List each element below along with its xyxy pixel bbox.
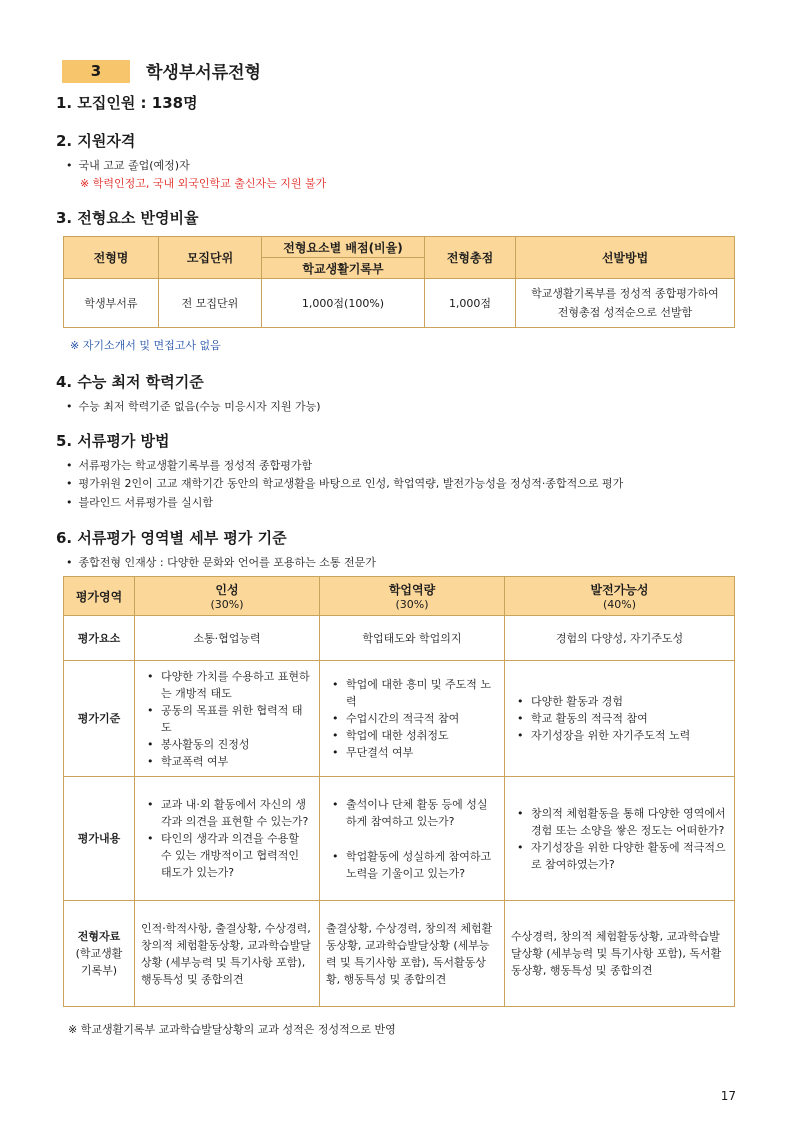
list-item: • 자기성장을 위한 다양한 활동에 적극적으로 참여하였는가? — [525, 839, 728, 873]
method-bullet-2: • 평가위원 2인이 고교 재학기간 동안의 학교생활을 바탕으로 인성, 학업역량, 발전가능성을 정성적·종합적으로 평가 — [66, 475, 623, 491]
td-method-line1: 학교생활기록부를 정성적 종합평가하여 — [531, 287, 719, 300]
page-number: 17 — [720, 1089, 736, 1103]
criteria-character — [135, 661, 320, 777]
content-academic — [320, 777, 505, 901]
td-type: 학생부서류 — [64, 279, 159, 328]
list-item: • 다양한 활동과 경험 — [525, 693, 728, 710]
element-academic: 학업태도와 학업의지 — [320, 616, 505, 661]
td-method — [516, 279, 735, 328]
row-content-label: 평가내용 — [64, 777, 135, 901]
docs-character: 인적·학적사항, 출결상황, 수상경력, 창의적 체험활동상황, 교과학습발달상황 (세부능력 및 특기사항 포함), 행동특성 및 종합의견 — [135, 901, 320, 1007]
docs-label-line2: (학교생활 — [75, 947, 123, 960]
element-character: 소통·협업능력 — [135, 616, 320, 661]
docs-academic: 출결상황, 수상경력, 창의적 체험활동상황, 교과학습발달상황 (세부능력 및 특기사항 포함), 독서활동상황, 행동특성 및 종합의견 — [320, 901, 505, 1007]
list-item: • 학업에 대한 흥미 및 주도적 노력 — [340, 676, 498, 710]
th-character-pct: (30%) — [210, 598, 244, 611]
th-academic-pct: (30%) — [395, 598, 429, 611]
th-unit: 모집단위 — [159, 237, 262, 279]
heading-criteria: 6. 서류평가 영역별 세부 평가 기준 — [56, 529, 287, 547]
th-area: 평가영역 — [64, 577, 135, 616]
list-item: • 봉사활동의 진정성 — [155, 736, 313, 753]
section-number-badge: 3 — [62, 60, 130, 83]
section-title: 학생부서류전형 — [146, 63, 261, 83]
qualification-note: ※ 학력인정고, 국내 외국인학교 출신자는 지원 불가 — [80, 177, 327, 190]
method-bullet-1: • 서류평가는 학교생활기록부를 정성적 종합평가함 — [66, 457, 312, 473]
heading-qualification: 2. 지원자격 — [56, 132, 136, 150]
th-potential-pct: (40%) — [602, 598, 637, 611]
row-docs-label — [64, 901, 135, 1007]
list-item: • 공동의 목표를 위한 협력적 태도 — [155, 702, 313, 736]
criteria-academic — [320, 661, 505, 777]
list-item: • 학업활동에 성실하게 참여하고 노력을 기울이고 있는가? — [340, 848, 498, 882]
th-type: 전형명 — [64, 237, 159, 279]
docs-potential: 수상경력, 창의적 체험활동상황, 교과학습발달상황 (세부능력 및 특기사항 포함), 독서활동상황, 행동특성 및 종합의견 — [505, 901, 735, 1007]
td-method-line2: 전형총점 성적순으로 선발함 — [557, 306, 693, 319]
element-potential: 경험의 다양성, 자기주도성 — [505, 616, 735, 661]
criteria-potential — [505, 661, 735, 777]
criteria-note: ※ 학교생활기록부 교과학습발달상황의 교과 성적은 정성적으로 반영 — [68, 1023, 396, 1036]
heading-method: 5. 서류평가 방법 — [56, 432, 170, 450]
td-unit: 전 모집단위 — [159, 279, 262, 328]
th-total: 전형총점 — [425, 237, 516, 279]
method-bullet-3: • 블라인드 서류평가를 실시함 — [66, 494, 213, 510]
ratio-note: ※ 자기소개서 및 면접고사 없음 — [70, 339, 221, 352]
qualification-bullet: • 국내 고교 졸업(예정)자 — [66, 157, 190, 173]
content-character — [135, 777, 320, 901]
csat-bullet: • 수능 최저 학력기준 없음(수능 미응시자 지원 가능) — [66, 398, 321, 414]
th-academic-name: 학업역량 — [388, 583, 436, 597]
th-character — [135, 577, 320, 616]
list-item: • 다양한 가치를 수용하고 표현하는 개방적 태도 — [155, 668, 313, 702]
th-record: 학교생활기록부 — [262, 258, 425, 279]
th-element: 전형요소별 배점(비율) — [262, 237, 425, 258]
ideal-bullet: • 종합전형 인재상 : 다양한 문화와 언어를 포용하는 소통 전문가 — [66, 554, 376, 570]
docs-label-line1: 전형자료 — [77, 930, 121, 943]
list-item: • 출석이나 단체 활동 등에 성실하게 참여하고 있는가? — [340, 796, 498, 830]
list-item: • 무단결석 여부 — [340, 744, 498, 761]
list-item: • 창의적 체험활동을 통해 다양한 영역에서 경험 또는 소양을 쌓은 정도는 어떠한가? — [525, 805, 728, 839]
list-item: • 학교 활동의 적극적 참여 — [525, 710, 728, 727]
td-score: 1,000점(100%) — [262, 279, 425, 328]
th-academic — [320, 577, 505, 616]
heading-quota: 1. 모집인원 : 138명 — [56, 94, 198, 112]
ratio-table — [63, 236, 735, 328]
th-potential-name: 발전가능성 — [590, 583, 649, 597]
list-item: • 자기성장을 위한 자기주도적 노력 — [525, 727, 728, 744]
th-character-name: 인성 — [215, 583, 239, 597]
content-potential — [505, 777, 735, 901]
th-method: 선발방법 — [516, 237, 735, 279]
list-item: • 수업시간의 적극적 참여 — [340, 710, 498, 727]
list-item: • 타인의 생각과 의견을 수용할 수 있는 개방적이고 협력적인 태도가 있는가? — [155, 830, 313, 881]
list-item: • 교과 내·외 활동에서 자신의 생각과 의견을 표현할 수 있는가? — [155, 796, 313, 830]
criteria-table — [63, 576, 735, 1007]
td-total: 1,000점 — [425, 279, 516, 328]
list-item: • 학교폭력 여부 — [155, 753, 313, 770]
row-element-label: 평가요소 — [64, 616, 135, 661]
heading-ratio: 3. 전형요소 반영비율 — [56, 209, 199, 227]
list-item: • 학업에 대한 성취정도 — [340, 727, 498, 744]
th-potential — [505, 577, 735, 616]
row-criteria-label: 평가기준 — [64, 661, 135, 777]
heading-csat: 4. 수능 최저 학력기준 — [56, 373, 204, 391]
docs-label-line3: 기록부) — [80, 964, 118, 977]
